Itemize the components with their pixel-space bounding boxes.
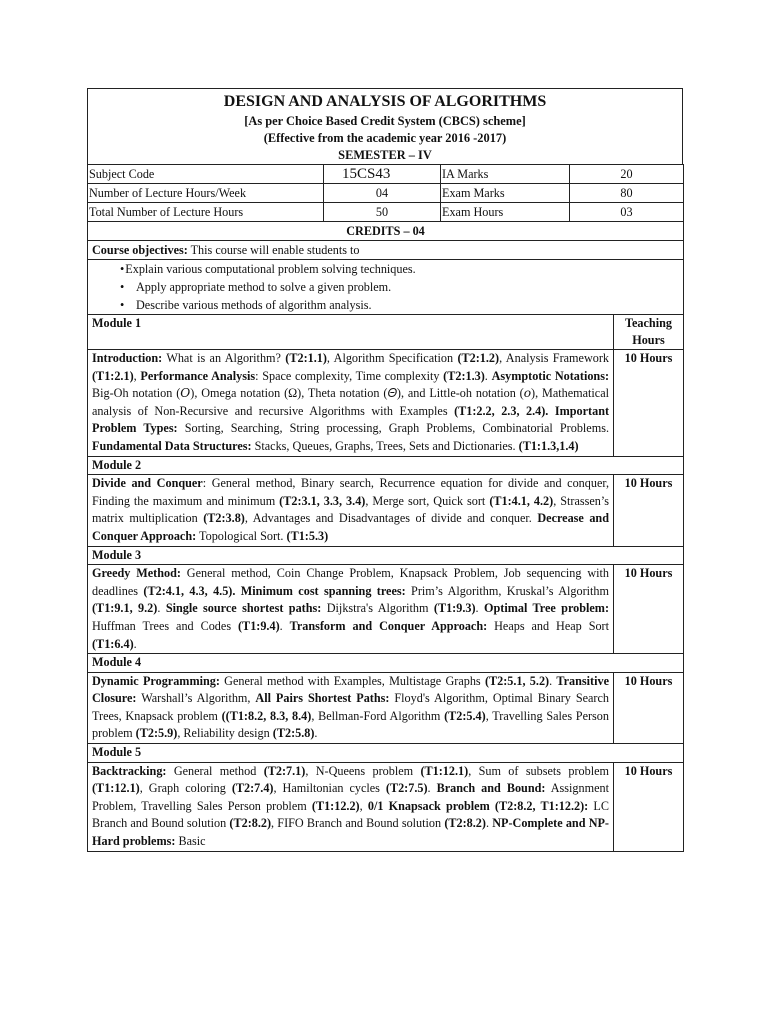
bold-text: (T2:8.2)	[229, 816, 272, 831]
bold-text: (T1:6.4)	[92, 636, 134, 651]
bold-text: Optimal Tree problem:	[484, 601, 610, 616]
body-text: .	[549, 673, 557, 688]
body-text: ,	[359, 798, 368, 813]
body-text: , Reliability design	[177, 726, 273, 741]
body-text: General method	[166, 763, 264, 778]
body-text: .	[279, 618, 290, 633]
bold-text: (T2:1.3)	[443, 368, 485, 383]
bold-text: Greedy Method:	[92, 566, 181, 581]
module-hours: 10 Hours	[614, 672, 684, 743]
body-text: : Space complexity, Time complexity	[255, 368, 444, 383]
body-text: .	[427, 781, 437, 796]
body-text: Warshall’s Algorithm,	[136, 691, 256, 706]
bold-text: Performance Analysis	[140, 368, 256, 383]
total-lecture-hours-value: 50	[324, 203, 441, 222]
body-text: Stacks, Queues, Graphs, Trees, Sets and Dictionaries.	[251, 438, 519, 453]
bold-text: Dynamic Programming:	[92, 673, 220, 688]
bold-text: (T1:12.1)	[420, 763, 469, 778]
effective-line: (Effective from the academic year 2016 -2017)	[263, 131, 507, 145]
bold-text: (T1:5.3)	[286, 528, 329, 543]
body-text: Floyd's Algorithm, Optimal Binary Search Trees, Knapsack problem	[92, 691, 609, 723]
bold-text: (T2:5.4)	[444, 708, 486, 723]
objectives-heading	[88, 241, 684, 260]
module-hours: 10 Hours	[614, 350, 684, 457]
exam-marks-value: 80	[570, 184, 684, 203]
body-text: : General method, Binary search, Recurrence equation for divide and conquer, Finding the maximum and minimum	[92, 476, 609, 508]
body-text: , FIFO Branch and Bound solution	[271, 816, 445, 831]
body-text: , Bellman-Ford Algorithm	[311, 708, 445, 723]
body-text: , Travelling Sales Person problem	[92, 708, 609, 741]
module-content	[88, 350, 614, 457]
module-title: Module 3	[88, 546, 684, 565]
body-text: , Algorithm Specification	[326, 351, 458, 365]
body-text: Basic	[175, 834, 206, 849]
body-text: .	[314, 726, 318, 741]
bold-text: (T1:2.1)	[92, 368, 134, 383]
module-hours: 10 Hours	[614, 475, 684, 546]
body-text: Heaps and Heap Sort	[487, 618, 610, 633]
bold-text: Transform and Conquer Approach:	[289, 618, 488, 633]
objectives-label: Course objectives:	[92, 243, 188, 257]
body-text: .	[475, 601, 484, 616]
module-content	[88, 672, 614, 743]
bold-text: Introduction:	[92, 351, 163, 365]
body-text: Assignment Problem, Travelling Sales Person problem	[92, 781, 609, 813]
objective-item: • Explain various computational problem solving techniques.	[120, 260, 683, 278]
bold-text: (T1:1.3,1.4)	[518, 438, 579, 453]
body-text: LC Branch and Bound solution	[92, 798, 609, 831]
bold-text: All Pairs Shortest Paths:	[255, 691, 390, 706]
module-title: Module 5	[88, 744, 684, 763]
lecture-hours-week-value: 04	[324, 184, 441, 203]
syllabus-sheet	[87, 88, 683, 852]
bold-text: Single source shortest paths:	[165, 601, 322, 616]
body-text: .	[157, 601, 166, 616]
body-text: , Sum of subsets problem	[468, 763, 609, 778]
scheme-line: [As per Choice Based Credit System (CBCS) scheme]	[244, 114, 526, 128]
body-text: Huffman Trees and Codes	[92, 618, 238, 633]
bold-text: (T1:12.1)	[92, 781, 140, 796]
header-block	[88, 89, 683, 165]
body-text: General method, Coin Change Problem, Knapsack Problem, Job sequencing with deadlines	[92, 566, 609, 598]
bold-text: Divide and Conquer	[92, 476, 203, 491]
module-title: Module 1	[88, 315, 614, 350]
bold-text: (T2:5.8)	[272, 726, 315, 741]
bold-text: NP-Complete and NP-Hard problems:	[92, 816, 609, 849]
module-hours: 10 Hours	[614, 565, 684, 654]
body-text: Sorting, Searching, String processing, Graph Problems, Combinatorial Problems.	[177, 421, 609, 436]
ia-marks-value: 20	[570, 165, 684, 184]
bold-text: (T2:4.1, 4.3, 4.5).	[143, 583, 236, 598]
body-table	[87, 221, 684, 852]
objective-item: • Describe various methods of algorithm analysis.	[136, 296, 683, 314]
bold-text: (T2:1.1)	[285, 351, 327, 365]
bold-text: Minimum cost spanning trees:	[240, 583, 406, 598]
bold-text: (T1:9.3)	[433, 601, 476, 616]
exam-hours-value: 03	[570, 203, 684, 222]
bold-text: Decrease and Conquer Approach:	[92, 511, 609, 543]
ia-marks-label: IA Marks	[441, 165, 570, 184]
bold-text: (T1:4.1, 4.2)	[489, 493, 554, 508]
module-content	[88, 762, 614, 851]
info-row	[88, 184, 684, 203]
exam-hours-label: Exam Hours	[441, 203, 570, 222]
body-text: , Advantages and Disadvantages of divide and conquer.	[244, 511, 538, 526]
module-content	[88, 565, 614, 654]
objectives-intro: This course will enable students to	[190, 243, 360, 257]
lecture-hours-week-label: Number of Lecture Hours/Week	[88, 184, 324, 203]
bold-text: Fundamental Data Structures:	[92, 438, 252, 453]
bold-text: Branch and Bound:	[436, 781, 546, 796]
bold-text: (T1:9.1, 9.2)	[92, 601, 158, 616]
body-text: ,	[133, 368, 141, 383]
bold-text: (T2:5.1, 5.2)	[484, 673, 550, 688]
bold-text: (T2:3.8)	[203, 511, 245, 526]
bold-text: Asymptotic Notations:	[491, 368, 610, 383]
body-text: .	[484, 368, 492, 383]
bold-text: (T1:12.2)	[311, 798, 360, 813]
bold-text: 0/1 Knapsack problem (T2:8.2, T1:12.2):	[367, 798, 589, 813]
total-lecture-hours-label: Total Number of Lecture Hours	[88, 203, 324, 222]
body-text: , Hamiltonian cycles	[273, 781, 386, 796]
semester-line: SEMESTER – IV	[338, 148, 432, 162]
objectives-list-cell	[88, 260, 684, 315]
bold-text: Important Problem Types:	[92, 403, 610, 436]
body-text: , N-Queens problem	[305, 763, 421, 778]
body-text: , Merge sort, Quick sort	[365, 493, 490, 508]
body-text: .	[485, 816, 493, 831]
bold-text: (T2:3.1, 3.3, 3.4)	[279, 493, 366, 508]
bold-text: (T1:9.4)	[238, 618, 280, 633]
module-title: Module 2	[88, 456, 684, 475]
body-text: .	[133, 636, 137, 651]
body-text: , Strassen’s matrix multiplication	[92, 493, 610, 526]
body-text: Dijkstra's Algorithm	[321, 601, 434, 616]
bold-text: Transitive Closure:	[92, 673, 610, 706]
info-row	[88, 165, 684, 184]
body-text: , Graph coloring	[139, 781, 232, 796]
bold-text: (T2:7.1)	[263, 763, 306, 778]
subject-code-label: Subject Code	[88, 165, 324, 184]
body-text: , Analysis Framework	[499, 351, 609, 365]
bold-text: (T1:2.2, 2.3, 2.4).	[454, 403, 549, 418]
teaching-hours-header: Teaching Hours	[614, 315, 684, 350]
header-table	[87, 88, 683, 165]
bold-text: (T2:7.5)	[385, 781, 428, 796]
bold-text: (T2:1.2)	[457, 351, 500, 365]
objectives-list	[120, 260, 683, 314]
body-text: Big-Oh notation (𝑂), Omega notation (Ω), Theta notation (𝛩), and Little-oh notation (𝑜), Mathematical analysis of Non-Recursive and recursive Algorithms with Examples	[92, 386, 609, 418]
body-text: General method with Examples, Multistage Graphs	[219, 673, 485, 688]
credits-row: CREDITS – 04	[88, 222, 684, 241]
bold-text: Backtracking:	[92, 763, 167, 778]
body-text: What is an Algorithm?	[162, 351, 286, 365]
body-text: Topological Sort.	[196, 528, 287, 543]
bold-text: (T2:5.9)	[135, 726, 178, 741]
module-title: Module 4	[88, 654, 684, 673]
body-text: Prim’s Algorithm, Kruskal’s Algorithm	[405, 583, 609, 598]
course-title: DESIGN AND ANALYSIS OF ALGORITHMS	[223, 93, 547, 110]
info-row	[88, 203, 684, 222]
module-hours: 10 Hours	[614, 762, 684, 851]
info-table	[87, 164, 684, 222]
bold-text: (T2:8.2)	[444, 816, 486, 831]
objective-item: • Apply appropriate method to solve a given problem.	[136, 278, 683, 296]
exam-marks-label: Exam Marks	[441, 184, 570, 203]
subject-code-value: 15CS43	[324, 165, 441, 184]
bold-text: (T2:7.4)	[231, 781, 274, 796]
bold-text: ((T1:8.2, 8.3, 8.4)	[221, 708, 312, 723]
module-content	[88, 475, 614, 546]
